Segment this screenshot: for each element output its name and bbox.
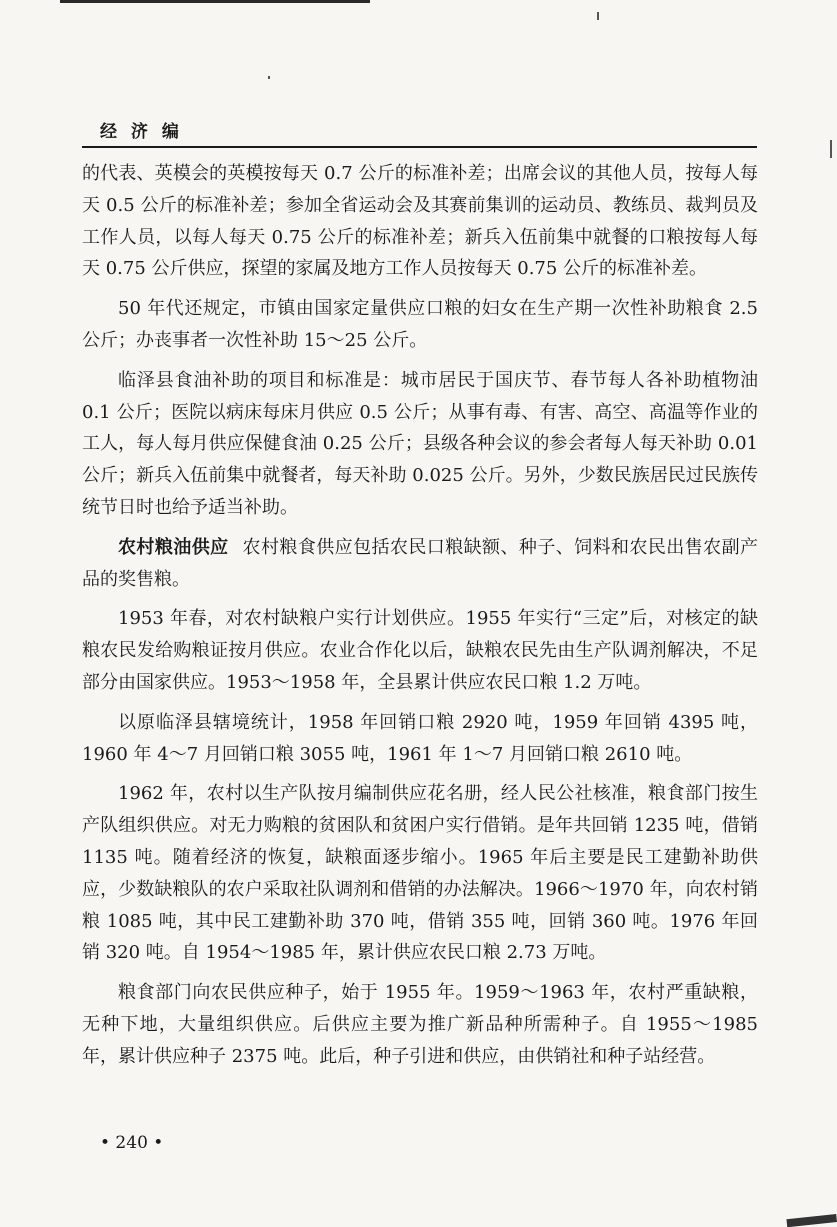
paragraph: 粮食部门向农民供应种子，始于 1955 年。1959～1963 年，农村严重缺粮，无种下地，大量组织供应。后供应主要为推广新品种所需种子。自 1955～1985 年，累计供应种子 2375 吨。此后，种子引进和供应，由供销社和种子站经营。 [82,982,758,1067]
paragraph: 临泽县食油补助的项目和标准是：城市居民于国庆节、春节每人各补助植物油 0.1 公斤；医院以病床每床月供应 0.5 公斤；从事有毒、有害、高空、高温等作业的工人，每人每月供应保健食油 0.25 公斤；县级各种会议的参会者每人每天补助 0.01 公斤；新兵入伍前集中就餐者，每天补助 0.025 公斤。另外，少数民族居民过民族传统节日时也给予适当补助。 [82,369,758,518]
paragraph-body: 农村粮食供应包括农民口粮缺额、种子、饲料和农民出售农副产品的奖售粮。 [82,536,758,590]
scan-speck [597,12,599,20]
paragraph: 1953 年春，对农村缺粮户实行计划供应。1955 年实行“三定”后，对核定的缺粮农民发给购粮证按月供应。农业合作化以后，缺粮农民先由生产队调剂解决，不足部分由国家供应。1953～1958 年，全县累计供应农民口粮 1.2 万吨。 [82,608,758,693]
paragraph-with-heading [82,532,758,596]
paragraph: 以原临泽县辖境统计，1958 年回销口粮 2920 吨，1959 年回销 4395 吨，1960 年 4～7 月回销口粮 3055 吨，1961 年 1～7 月回销口粮 2610 吨。 [82,711,758,765]
scan-corner-mark [786,1214,837,1227]
paragraph: 的代表、英模会的英模按每天 0.7 公斤的标准补差；出席会议的其他人员，按每人每天 0.5 公斤的标准补差；参加全省运动会及其赛前集训的运动员、教练员、裁判员及工作人员，以每人每天 0.75 公斤的标准补差；新兵入伍前集中就餐的口粮按每人每天 0.75 公斤供应，探望的家属及地方工作人员按每天 0.75 公斤的标准补差。 [82,163,758,280]
paragraph: 50 年代还规定，市镇由国家定量供应口粮的妇女在生产期一次性补助粮食 2.5 公斤；办丧事者一次性补助 15～25 公斤。 [82,298,758,351]
paragraph-heading: 农村粮油供应 [118,536,229,558]
scan-speck [830,140,832,158]
paragraph: 1962 年，农村以生产队按月编制供应花名册，经人民公社核准，粮食部门按生产队组织供应。对无力购粮的贫困队和贫困户实行借销。是年共回销 1235 吨，借销 1135 吨。随着经济的恢复，缺粮面逐步缩小。1965 年后主要是民工建勤补助供应，少数缺粮队的农户采取社队调剂和借销的办法解决。1966～1970 年，向农村销粮 1085 吨，其中民工建勤补助 370 吨，借销 355 吨，回销 360 吨。1976 年回销 320 吨。自 1954～1985 年，累计供应农民口粮 2.73 万吨。 [82,783,758,964]
scan-top-edge [60,0,370,3]
section-title: 经 济 编 [100,122,183,142]
page-number: • 240 • [100,1133,164,1153]
main-text [82,158,758,1081]
scan-speck [268,76,270,79]
header-divider [82,146,757,148]
